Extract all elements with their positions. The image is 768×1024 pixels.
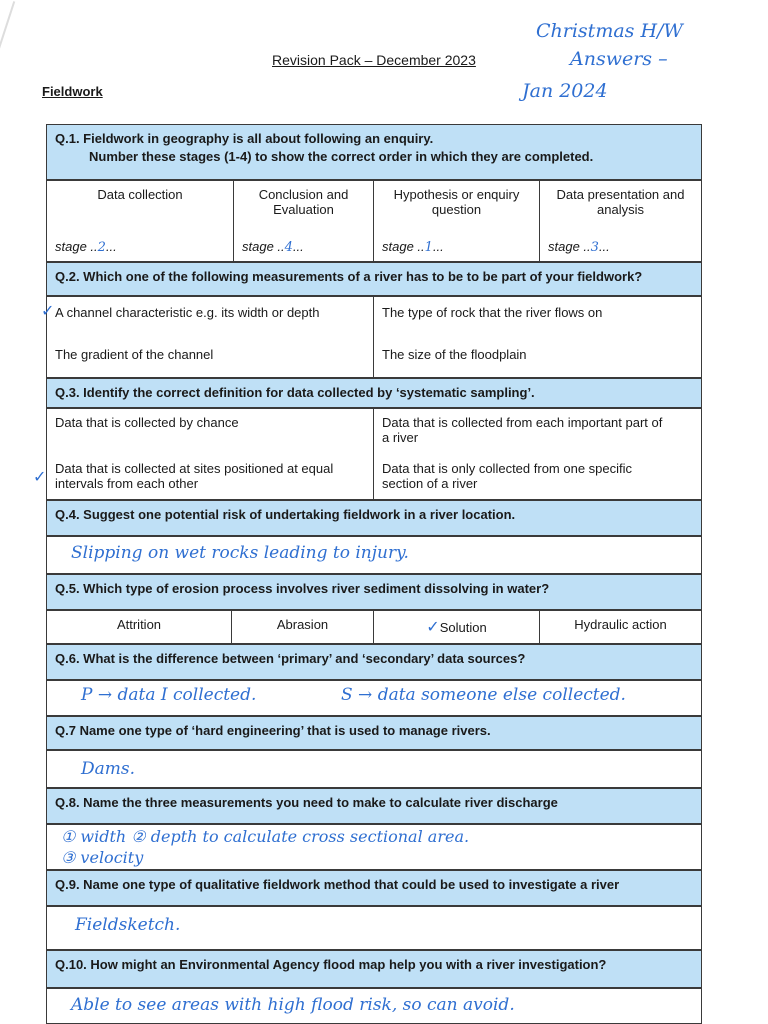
q2-options-row — [41, 296, 702, 378]
q9-question: Q.9. Name one type of qualitative fieldwork method that could be used to investigate a river — [46, 870, 702, 906]
q5-option-label: Hydraulic action — [574, 617, 667, 632]
q1-option-label: Hypothesis or enquiry — [393, 187, 520, 202]
q2-option[interactable]: A channel characteristic e.g. its width or depth — [55, 305, 320, 320]
q1-option-label-2: question — [431, 202, 482, 217]
q3-option-line2: section of a river — [382, 476, 478, 491]
section-heading: Fieldwork — [42, 84, 103, 99]
q3-option-line1: Data that is collected at sites positioned at equal — [55, 461, 334, 476]
stage-answer[interactable]: 3 — [590, 240, 599, 255]
q2-question: Q.2. Which one of the following measurements of a river has to be to be part of your fieldwork? — [46, 262, 702, 296]
q1-question — [46, 124, 702, 180]
q3-option[interactable] — [382, 461, 632, 491]
q2-option[interactable]: The gradient of the channel — [55, 347, 214, 362]
tick-mark-icon: ✓ — [41, 303, 55, 320]
q1-options-row — [46, 180, 702, 262]
q4-question: Q.4. Suggest one potential risk of undertaking fieldwork in a river location. — [46, 500, 702, 536]
q6-answer-box — [46, 680, 702, 716]
stage-answer[interactable]: 2 — [97, 240, 106, 255]
q3-option[interactable] — [382, 415, 662, 445]
stage-label: stage — [382, 239, 414, 254]
q3-option-line2: a river — [382, 430, 419, 445]
q3-options-row — [33, 408, 702, 500]
q5-option-label: Attrition — [116, 617, 162, 632]
q6-answer-secondary[interactable]: S → data someone else collected. — [341, 685, 626, 705]
q3-option-cell — [33, 409, 373, 499]
q3-option-line2: intervals from each other — [55, 476, 199, 491]
stage-label: stage — [55, 239, 87, 254]
q8-answer-line1[interactable]: ① width ② depth to calculate cross sectional area. — [61, 827, 470, 846]
q2-option[interactable]: The size of the floodplain — [382, 347, 527, 362]
q2-option-cell — [373, 297, 701, 377]
q2-option[interactable]: The type of rock that the river flows on — [382, 305, 603, 320]
q5-option-label: Solution — [439, 620, 487, 635]
handwritten-note-line2: Answers – — [570, 48, 668, 70]
q1-option-label: Data collection — [97, 187, 183, 202]
q5-option-label: Abrasion — [276, 617, 329, 632]
q1-option: Conclusion and Evaluation stage ..4... — [233, 181, 373, 261]
page-title: Revision Pack – December 2023 — [272, 52, 476, 68]
q4-answer-box — [46, 536, 702, 574]
q3-option-line1: Data that is collected from each important part of — [382, 415, 663, 430]
q1-option-label: Data presentation and — [556, 187, 685, 202]
scan-edge-line — [0, 1, 15, 59]
q7-answer-box — [46, 750, 702, 788]
q1-option: Data collection stage ..2... — [47, 181, 233, 261]
stage-answer[interactable]: 4 — [284, 240, 293, 255]
q1-option-label: Conclusion and — [258, 187, 349, 202]
tick-mark-icon: ✓ — [426, 619, 440, 636]
q3-question: Q.3. Identify the correct definition for data collected by ‘systematic sampling’. — [46, 378, 702, 408]
q1-option: Hypothesis or enquiry question stage ..1... — [373, 181, 539, 261]
q5-option[interactable] — [47, 611, 231, 643]
q10-question: Q.10. How might an Environmental Agency flood map help you with a river investigation? — [46, 950, 702, 988]
handwritten-note-line1: Christmas H/W — [536, 20, 683, 42]
handwritten-note-line3: Jan 2024 — [522, 80, 608, 102]
q8-answer-box — [46, 824, 702, 870]
q8-question: Q.8. Name the three measurements you need to make to calculate river discharge — [46, 788, 702, 824]
q3-option[interactable] — [55, 415, 239, 430]
q7-answer[interactable]: Dams. — [81, 759, 136, 779]
q1-option-label-2: analysis — [597, 202, 644, 217]
q8-answer-line2[interactable]: ③ velocity — [61, 848, 144, 867]
q3-option[interactable] — [55, 461, 333, 491]
tick-mark-icon: ✓ — [33, 469, 47, 486]
q7-question: Q.7 Name one type of ‘hard engineering’ that is used to manage rivers. — [46, 716, 702, 750]
q1-text-line1: Q.1. Fieldwork in geography is all about following an enquiry. — [55, 131, 434, 146]
q5-question: Q.5. Which type of erosion process involves river sediment dissolving in water? — [46, 574, 702, 610]
q10-answer[interactable]: Able to see areas with high flood risk, so can avoid. — [71, 995, 515, 1015]
q1-text-line2: Number these stages (1-4) to show the correct order in which they are completed. — [89, 149, 594, 164]
q1-option-label-2: Evaluation — [273, 202, 334, 217]
q3-option-cell — [373, 409, 701, 499]
q1-option: Data presentation and analysis stage ..3... — [539, 181, 701, 261]
stage-label: stage — [242, 239, 274, 254]
stage-answer[interactable]: 1 — [424, 240, 433, 255]
q10-answer-box — [46, 988, 702, 1024]
q9-answer[interactable]: Fieldsketch. — [75, 915, 181, 935]
q3-option-line1: Data that is only collected from one specific — [382, 461, 633, 476]
stage-label: stage — [548, 239, 580, 254]
q5-options-row — [46, 610, 702, 644]
q5-option[interactable] — [231, 611, 373, 643]
q5-option[interactable] — [373, 611, 539, 643]
q6-answer-primary[interactable]: P → data I collected. — [81, 685, 257, 705]
q9-answer-box — [46, 906, 702, 950]
q5-option[interactable] — [539, 611, 701, 643]
q3-option-line1: Data that is collected by chance — [55, 415, 239, 430]
q6-question: Q.6. What is the difference between ‘primary’ and ‘secondary’ data sources? — [46, 644, 702, 680]
q4-answer[interactable]: Slipping on wet rocks leading to injury. — [71, 543, 409, 563]
q2-option-cell — [41, 297, 373, 377]
